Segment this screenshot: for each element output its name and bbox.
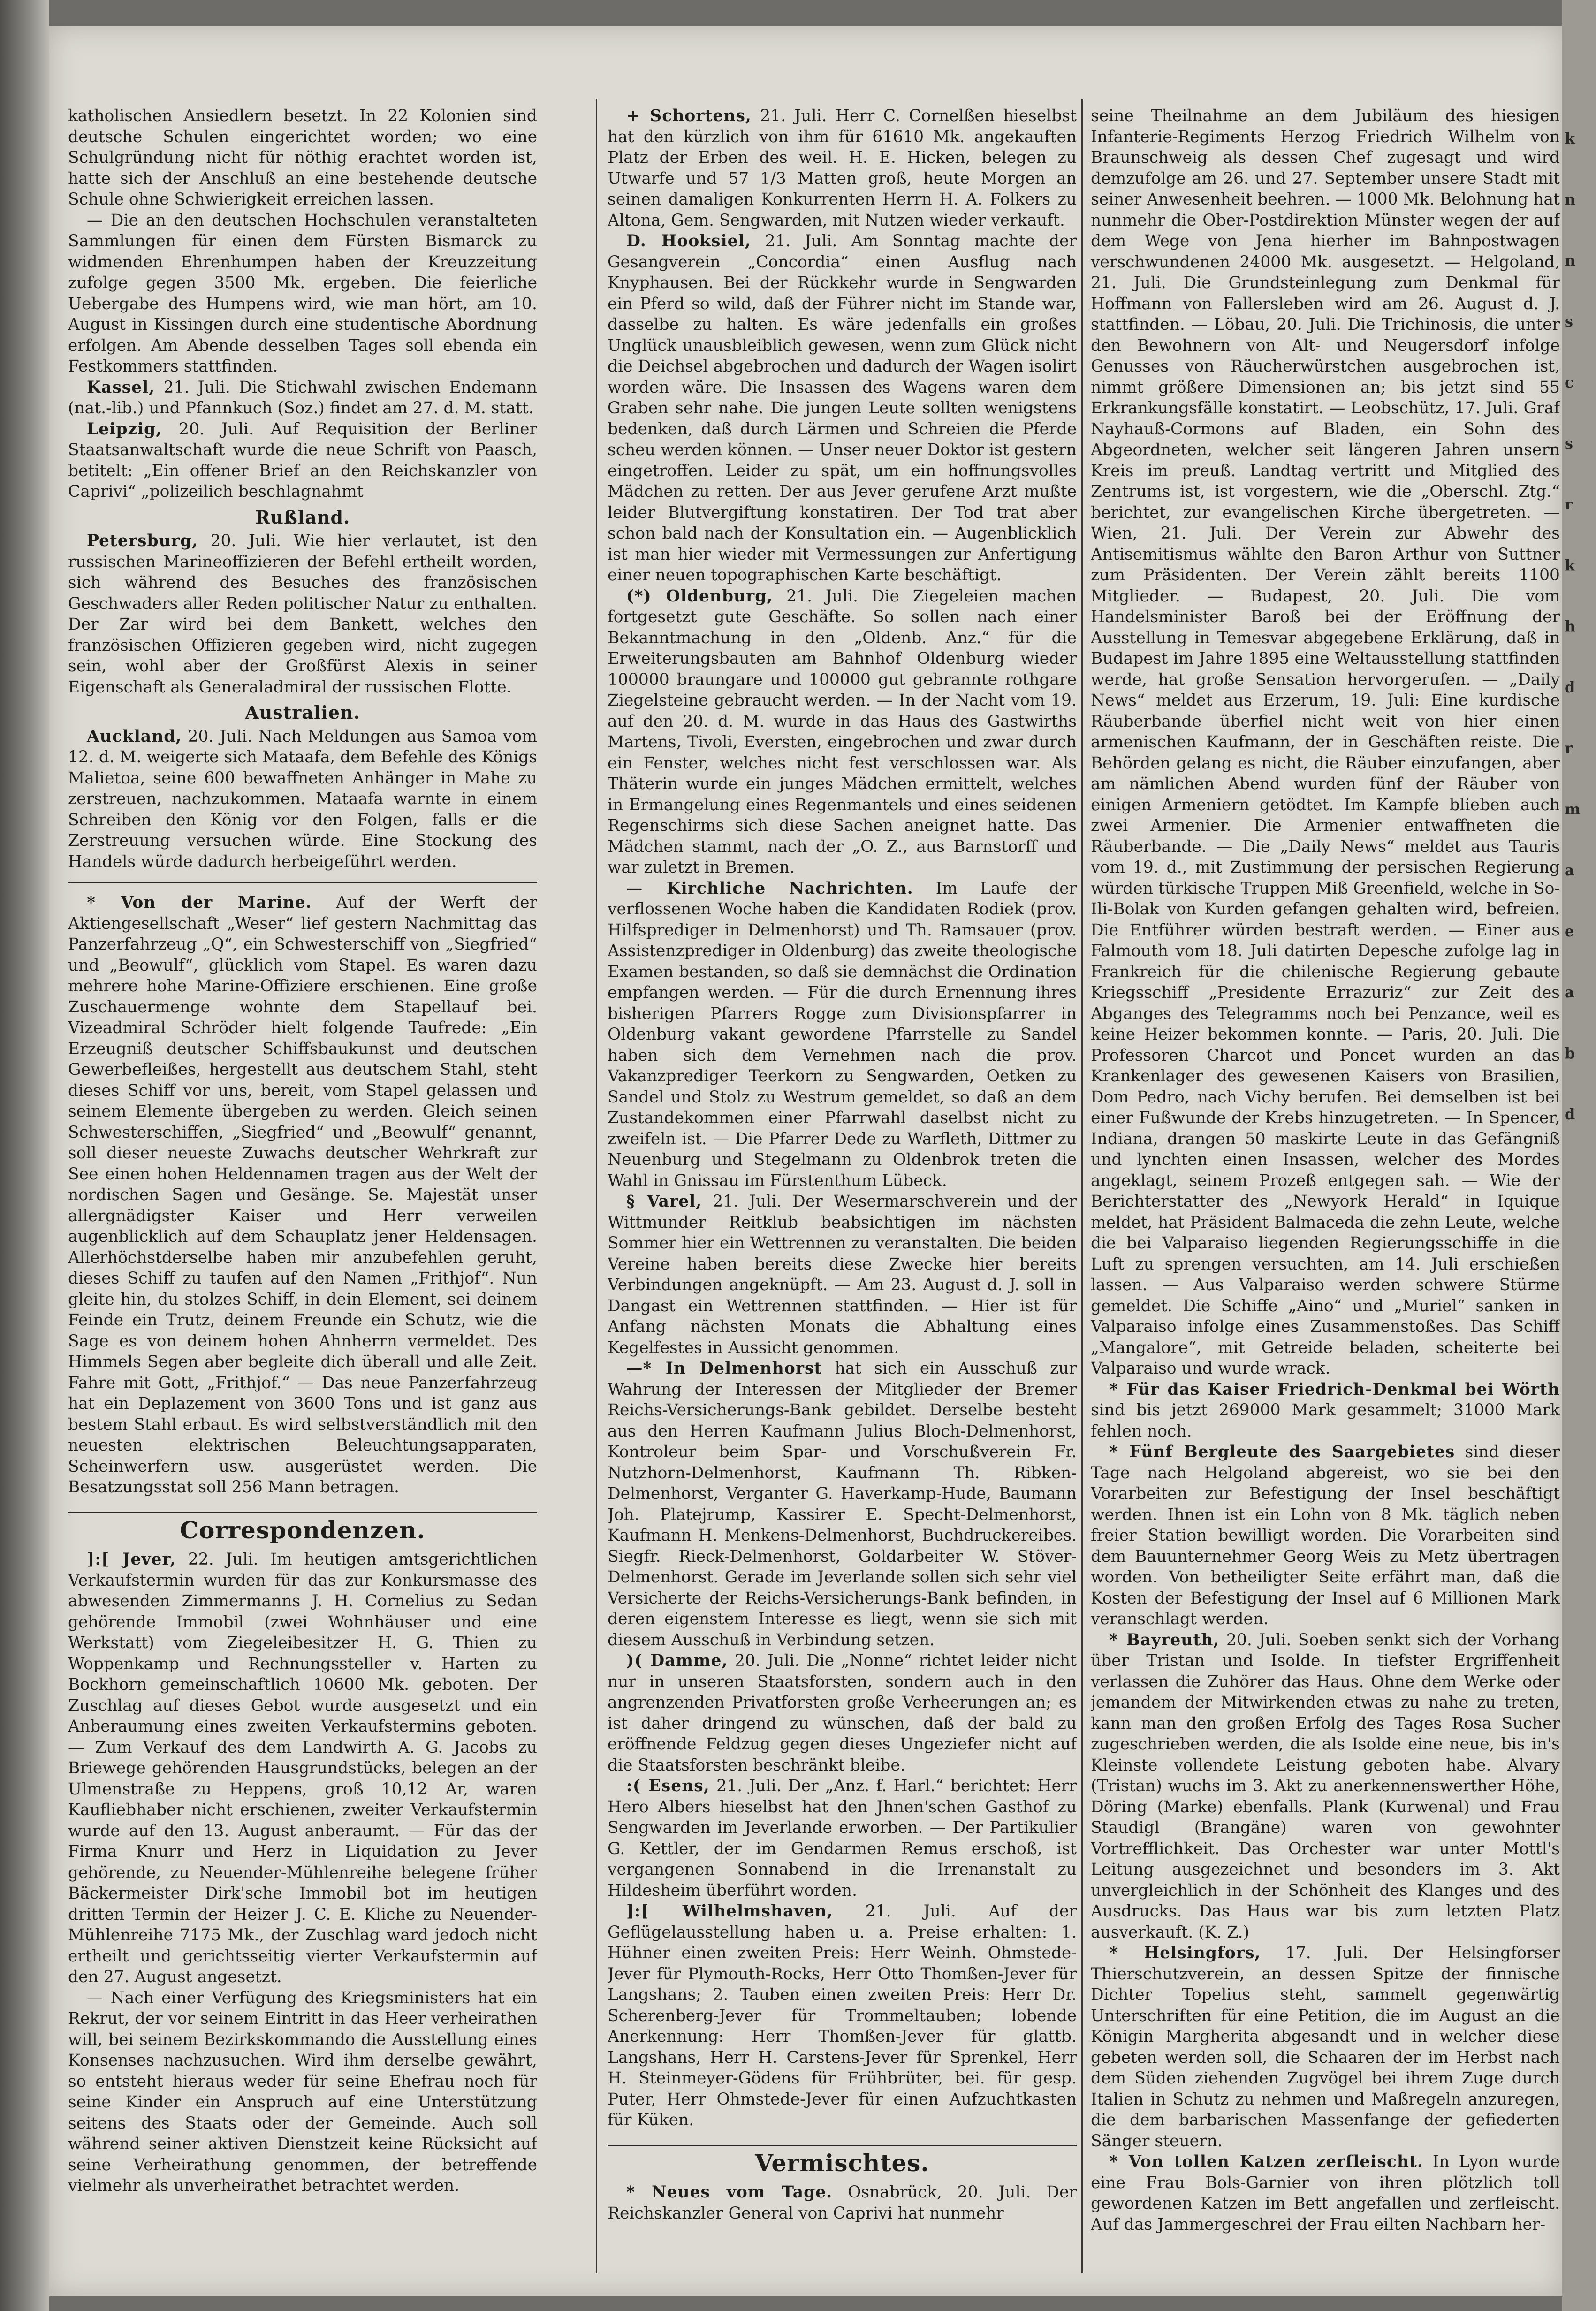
article-petersburg: Petersburg, 20. Juli. Wie hier verlautet, ist den russischen Marineoffizieren der Befehl ertheilt worden, sich während des Besuches des französischen Geschwaders aller Reden politischer Natur zu enthalten. Der Zar wird bei dem Bankett, welches den französischen Offizieren gegeben wird, nicht zugegen sein, wohl aber der Großfürst Alexis in seiner Eigenschaft als Generaladmiral der russischen Flotte.	[68, 532, 537, 697]
dateline: * Neues vom Tage.	[626, 2183, 833, 2202]
article-esens: :( Esens, 21. Juli. Der „Anz. f. Harl.“ berichtet: Herr Hero Albers hieselbst hat den Jhnen'schen Gasthof zu Sengwarden im Jeverlande erworben. — Der Partikulier G. Kettler, der im Gendarmen Remus erschoß, ist vergangenen Sonnabend in die Irrenanstalt zu Hildesheim überführt worden.	[608, 1777, 1077, 1900]
article-helsingfors: * Helsingfors, 17. Juli. Der Helsingforser Thierschutzverein, an dessen Spitze der finnische Dichter Topelius steht, sammelt gegenwärtig Unterschriften für eine Petition, die im August an die Königin Margherita abgesandt und in welcher diese gebeten werden soll, die Schaaren der im Herbst nach dem Süden ziehenden Zugvögel bei ihrem Zuge durch Italien in Schutz zu nehmen und Maßregeln anzuregen, die dem barbarischen Massenfange der gefiederten Sänger steuern.	[1091, 1944, 1560, 2151]
article-wilhelmshaven: ]:[ Wilhelmshaven, 21. Juli. Auf der Geflügelausstellung haben u. a. Preise erhalten: 1. Hühner einen zweiten Preis: Herr Weinh. Ohmstede-Jever für Plymouth-Rocks, Herr Otto Thomßen-Jever für Langshans; 2. Tauben einen zweiten Preis: Herr Dr. Scherenberg-Jever für Trommeltauben; lobende Anerkennung: Herr Thomßen-Jever für glattb. Langshans, Herr H. Carstens-Jever für Sprenkel, Herr H. Steinmeyer-Gödens für Frühbrüter, bei. für gesp. Puter, Herr Ohmstede-Jever für einen Aufzuchtkasten für Küken.	[608, 1902, 1077, 2129]
next-page-edge-text: k n n s c s r k h d r m a e a b d	[1565, 129, 1581, 1123]
dateline: ]:[ Wilhelmshaven,	[626, 1902, 833, 1921]
article-schortens: + Schortens, 21. Juli. Herr C. Cornelßen hieselbst hat den kürzlich von ihm für 61610 Mk. angekauften Platz der Erben des weil. H. E. Hicken, belegen zu Utwarfe und 57 1/3 Matten groß, heute Morgen an seinen damaligen Konkurrenten Herrn H. A. Folkers zu Altona, Gem. Sengwarden, mit Nutzen wieder verkauft.	[608, 106, 1077, 230]
dateline: § Varel,	[626, 1192, 702, 1211]
article-bayreuth: * Bayreuth, 20. Juli. Soeben senkt sich der Vorhang über Tristan und Isolde. In tiefster Ergriffenheit verlassen die Zuhörer das Haus. Ohne dem Werke oder jemandem der Mitwirkenden etwas zu nahe zu treten, kann man den großen Erfolg des Tages Rosa Sucher zugeschrieben werden, die als Isolde eine neue, bis in's Kleinste vollendete Leistung geboten habe. Alvary (Tristan) wuchs im 3. Akt zu anerkennenswerther Höhe, Döring (Marke) ebenfalls. Plank (Kurwenal) und Frau Staudigl (Brangäne) waren von gewohnter Vortrefflichkeit. Das Orchester war unter Mottl's Leitung ausgezeichnet und besonders im 3. Akt unvergleichlich in der Schönheit des Klanges und des Ausdrucks. Das Haus war bis zum letzten Platz ausverkauft. (K. Z.)	[1091, 1630, 1560, 1942]
dateline: — Kirchliche Nachrichten.	[626, 879, 913, 898]
dateline: * Helsingfors,	[1110, 1944, 1261, 1962]
dateline: * Fünf Bergleute des Saargebietes	[1110, 1443, 1455, 1461]
article-delmenhorst: —* In Delmenhorst hat sich ein Ausschuß zur Wahrung der Interessen der Mitglieder der Bremer Reichs-Versicherungs-Bank gebildet. Derselbe besteht aus den Herren Kaufmann Julius Bloch-Delmenhorst, Kontroleur beim Spar- und Vorschußverein Fr. Nutzhorn-Delmenhorst, Kaufmann Th. Ribken-Delmenhorst, Verganter G. Haverkamp-Hude, Baumann Joh. Platejrump, Kassirer E. Specht-Delmenhorst, Kaufmann H. Menkens-Delmenhorst, Buchdruckereibes. Siegfr. Rieck-Delmenhorst, Goldarbeiter W. Stöver-Delmenhorst. Gerade im Jeverlande sollen sich sehr viel Versicherte der Reichs-Versicherungs-Bank befinden, in deren eigenstem Interesse es liegt, wenn sie sich mit diesem Ausschuß in Verbindung setzen.	[608, 1359, 1077, 1650]
dateline: )( Damme,	[626, 1651, 728, 1670]
dateline: ]:[ Jever,	[87, 1550, 176, 1569]
article-auckland: Auckland, 20. Juli. Nach Meldungen aus Samoa vom 12. d. M. weigerte sich Mataafa, dem Befehle des Königs Malietoa, seine 600 bewaffneten Anhänger in Mahe zu zerstreuen, nachzukommen. Mataafa warnte in einem Schreiben den König vor den Folgen, falls er die Zerstreuung versuchen würde. Eine Stockung des Handels würde dadurch herbeigeführt werden.	[68, 727, 537, 871]
paragraph: seine Theilnahme an dem Jubiläum des hiesigen Infanterie-Regiments Herzog Friedrich Wilhelm von Braunschweig als dessen Chef zugesagt und wird demzufolge am 26. und 27. September unsere Stadt mit seiner Anwesenheit beehren. — 1000 Mk. Belohnung hat nunmehr die Ober-Postdirektion Münster wegen der auf dem Wege von Jena hierher im Bahnpostwagen verschwundenen 24000 Mk. ausgesetzt. — Helgoland, 21. Juli. Die Grundsteinlegung zum Denkmal für Hoffmann von Fallersleben wird am 26. August d. J. stattfinden. — Löbau, 20. Juli. Die Trichinosis, die unter den Bewohnern von Alt- und Neugersdorf infolge Genusses von Räucherwürstchen ausgebrochen ist, nimmt größere Dimensionen an; bis jetzt sind 55 Erkrankungsfälle konstatirt. — Leobschütz, 17. Juli. Graf Nayhauß-Cormons auf Bladen, ein Sohn des Abgeordneten, welcher seit längeren Jahren unsern Kreis im preuß. Landtag vertritt und Mitglied des Zentrums ist, ist vorgestern, wie die „Oberschl. Ztg.“ berichtet, zur evangelischen Kirche übergetreten. — Wien, 21. Juli. Der Verein zur Abwehr des Antisemitismus wählte den Baron Arthur von Suttner zum Präsidenten. Der Verein zählt bereits 1100 Mitglieder. — Budapest, 20. Juli. Die vom Handelsminister Baroß bei der Eröffnung der Ausstellung in Temesvar abgegebene Erklärung, daß in Budapest im Jahre 1895 eine Weltausstellung stattfinden werde, hat große Sensation hervorgerufen. — „Daily News“ meldet aus Erzerum, 19. Juli: Eine kurdische Räuberbande überfiel nicht weit von hier einen armenischen Kaufmann, der in Geschäften reiste. Die Behörden gelang es nicht, die Räuber einzufangen, aber am nämlichen Abend wurden fünf der Räuber von einigen Armeniern getödtet. Im Kampfe blieben auch zwei Armenier. Die Armenier entwaffneten die Räuberbande. — Die „Daily News“ meldet aus Tauris vom 19. d., mit Zustimmung der persischen Regierung würden türkische Truppen Miß Greenfield, welche in So-Ili-Bolak von Kurden gefangen gehalten wird, befreien. Die Entführer würden bestraft werden. — Einer aus Falmouth vom 18. Juli datirten Depesche zufolge lag in Frankreich für die chilenische Regierung gebaute Kriegsschiff „Presidente Errazuriz“ zur Zeit des Abganges des Telegramms noch bei Penzance, weil es keine Heizer bekommen konnte. — Paris, 20. Juli. Die Professoren Charcot und Poncet wurden an das Krankenlager des gewesenen Kaisers von Brasilien, Dom Pedro, nach Vichy berufen. Bei demselben ist bei einer Fußwunde der Krebs hinzugetreten. — In Spencer, Indiana, drangen 50 maskirte Leute in das Gefängniß und lynchten einen Insassen, welcher des Mordes angeklagt, seinem Prozeß entgegen sah. — Wie der Berichterstatter des „Newyork Herald“ in Iquique meldet, hat Präsident Balmaceda die zehn Leute, welche die bei Valparaiso liegenden Regierungsschiffe in die Luft zu sprengen versuchten, am 14. Juli erschießen lassen. — Aus Valparaiso werden schwere Stürme gemeldet. Die Schiffe „Aino“ und „Muriel“ sanken in Valparaiso infolge eines Zusammenstoßes. Das Schiff „Mangalore“, mit Getreide beladen, scheiterte bei Valparaiso und wurde wrack.	[1091, 106, 1560, 1378]
dateline: Kassel,	[87, 378, 155, 397]
paragraph: — Die an den deutschen Hochschulen veranstalteten Sammlungen für einen dem Fürsten Bismarck zu widmenden Ehrenhumpen haben der Kreuzzeitung zufolge gegen 3500 Mk. ergeben. Die feierliche Uebergabe des Humpens wird, wie man hört, am 10. August in Kissingen durch eine studentische Abordnung erfolgen. Am Abende desselben Tages soll ebenda ein Festkommers stattfinden.	[68, 211, 537, 376]
paragraph: katholischen Ansiedlern besetzt. In 22 Kolonien sind deutsche Schulen eingerichtet worden; wo eine Schulgründung nicht für nöthig erachtet worden ist, hatte sich der Anschluß an eine bestehende deutsche Schule ohne Schwierigkeit erreichen lassen.	[68, 106, 537, 209]
section-heading: Australien.	[245, 702, 360, 723]
article-jever: ]:[ Jever, 22. Juli. Im heutigen amtsgerichtlichen Verkaufstermin wurden für das zur Konkursmasse des abwesenden Zimmermanns J. H. Cornelius zu Sedan gehörende Immobil (zwei Wohnhäuser und eine Werkstatt) vom Ziegeleibesitzer H. G. Thien zu Woppenkamp und Rechnungssteller v. Harten zu Bockhorn gemeinschaftlich 10600 Mk. geboten. Der Zuschlag auf dieses Gebot wurde ausgesetzt und ein Anberaumung eines zweiten Verkaufstermins geboten. — Zum Verkauf des dem Landwirth A. G. Jacobs zu Briewege gehörenden Hausgrundstücks, belegen an der Ulmenstraße zu Heppens, groß 10,12 Ar, waren Kaufliebhaber nicht erschienen, zweiter Verkaufstermin wurde auf den 13. August anberaumt. — Für das der Firma Knurr und Herz in Liquidation zu Jever gehörende, zu Neuender-Mühlenreihe belegene früher Bäckermeister Dirk'sche Immobil bot im heutigen dritten Termin der Heizer J. C. E. Kliche zu Neuender-Mühlenreihe 7175 Mk., der Zuschlag ward jedoch nicht ertheilt und gerichtsseitig vierter Verkaufstermin auf den 27. August angesetzt.	[68, 1550, 537, 1986]
divider	[68, 882, 537, 883]
dateline: + Schortens,	[626, 106, 752, 125]
dateline: D. Hooksiel,	[626, 232, 751, 251]
left-page-edge	[0, 0, 49, 2311]
dateline: * Für das Kaiser Friedrich-Denkmal bei Wörth	[1110, 1380, 1560, 1399]
column-2	[608, 106, 1077, 2278]
article-neues: * Neues vom Tage. Osnabrück, 20. Juli. Der Reichskanzler General von Caprivi hat nunmehr	[608, 2183, 1077, 2223]
column-rule	[596, 99, 597, 2273]
dateline: Leipzig,	[87, 419, 162, 439]
article-damme: )( Damme, 20. Juli. Die „Nonne“ richtet leider nicht nur in unseren Staatsforsten, sondern auch in den angrenzenden Privatforsten große Verheerungen an; es ist daher dringend zu wünschen, daß der bald zu eröffnende Feldzug gegen dieses Ungeziefer nicht auf die Staatsforsten beschränkt bleibe.	[608, 1651, 1077, 1775]
dateline: Auckland,	[87, 727, 182, 746]
paragraph: — Nach einer Verfügung des Kriegsministers hat ein Rekrut, der vor seinem Eintritt in das Heer verheirathen will, bei seinem Bezirkskommando die Ausstellung eines Konsenses nachzusuchen. Wird ihm derselbe gewährt, so entsteht hieraus weder für seine Ehefrau noch für seine Kinder ein Anspruch auf eine Unterstützung seitens des Staats oder der Gemeinde. Auch soll während seiner aktiven Dienstzeit keine Rücksicht auf seine Verheirathung genommen, der betreffende vielmehr als unverheirathet betrachtet werden.	[68, 1988, 537, 2195]
article-kaiser-denkmal: * Für das Kaiser Friedrich-Denkmal bei Wörth sind bis jetzt 269000 Mark gesammelt; 31000 Mark fehlen noch.	[1091, 1380, 1560, 1441]
section-heading: Rußland.	[255, 506, 350, 528]
article-katzen: * Von tollen Katzen zerfleischt. In Lyon wurde eine Frau Bols-Garnier von ihren plötzlich toll gewordenen Katzen im Bett angefallen und zerfleischt. Auf das Jammergeschrei der Frau eilten Nachbarn her-	[1091, 2152, 1560, 2234]
article-marine: * Von der Marine. Auf der Werft der Aktiengesellschaft „Weser“ lief gestern Nachmittag das Panzerfahrzeug „Q“, ein Schwesterschiff von „Siegfried“ und „Beowulf“, glücklich vom Stapel. Es waren dazu mehrere hohe Marine-Offiziere erschienen. Eine große Zuschauermenge wohnte dem Stapellauf bei. Vizeadmiral Schröder hielt folgende Taufrede: „Ein Erzeugniß deutscher Schiffsbaukunst und deutschen Gewerbefleißes, hergestellt aus deutschem Stahl, steht dieses Schiff vor uns, bereit, vom Stapel gelassen und seinem Elemente übergeben zu werden. Gleich seinen Schwesterschiffen, „Siegfried“ und „Beowulf“ genannt, soll dieser neueste Zuwachs deutscher Wehrkraft zur See einen hohen Heldennamen tragen aus der Welt der nordischen Sagen und Gesänge. Se. Majestät unser allergnädigster Kaiser und Herr verweilen augenblicklich auf dem Schauplatz jener Heldensagen. Allerhöchstderselbe haben mir anzubefehlen geruht, dieses Schiff zu taufen auf den Namen „Frithjof“. Nun gleite hin, du stolzes Schiff, in dein Element, sei deinem Feinde ein Trutz, deinem Freunde ein Schutz, wie die Sage es von deinem hohen Ahnherrn vermeldet. Des Himmels Segen aber begleite dich überall und alle Zeit. Fahre mit Gott, „Frithjof.“ — Das neue Panzerfahrzeug hat ein Deplazement von 3600 Tons und ist ganz aus bestem Stahl erbaut. Es wird selbstverständlich mit den neuesten elektrischen Beleuchtungsapparaten, Scheinwerfern usw. ausgerüstet werden. Die Besatzungsstat soll 256 Mann betragen.	[68, 893, 537, 1497]
article-kassel: Kassel, 21. Juli. Die Stichwahl zwischen Endemann (nat.-lib.) und Pfannkuch (Soz.) findet am 27. d. M. statt.	[68, 378, 537, 418]
article-bergleute: * Fünf Bergleute des Saargebietes sind dieser Tage nach Helgoland abgereist, wo sie bei den Vorarbeiten zur Befestigung der Insel beschäftigt werden. Ihnen ist ein Lohn von 8 Mk. täglich neben freier Station bewilligt worden. Die Vorarbeiten sind dem Bauunternehmer Georg Weis zu Metz übertragen worden. Von betheiligter Seite erfährt man, daß die Kosten der Befestigung der Insel auf 6 Millionen Mark veranschlagt werden.	[1091, 1443, 1560, 1628]
dateline: —* In Delmenhorst	[626, 1359, 822, 1378]
dateline: Petersburg,	[87, 532, 198, 550]
dateline: (*) Oldenburg,	[626, 586, 773, 606]
column-rule	[1081, 99, 1083, 2273]
dateline: * Von der Marine.	[87, 893, 312, 912]
article-oldenburg: (*) Oldenburg, 21. Juli. Die Ziegeleien machen fortgesetzt gute Geschäfte. So sollen nach einer Bekanntmachung in den „Oldenb. Anz.“ für die Erweiterungsbauten am Bahnhof Oldenburg wieder 100000 braungare und 100000 gut gebrannte rothgare Ziegelsteine gebraucht werden. — In der Nacht vom 19. auf den 20. d. M. wurde in das Haus des Gastwirths Martens, Tivoli, Eversten, eingebrochen und zwar durch ein Fenster, welches nicht fest verschlossen war. Als Thäterin wurde ein junges Mädchen ermittelt, welches in Ermangelung eines Regenmantels und eines seidenen Regenschirms sich diese Sachen aneignet hatte. Das Mädchen stammt, nach der „O. Z., aus Barnstorff und war zuletzt in Bremen.	[608, 586, 1077, 877]
article-varel: § Varel, 21. Juli. Der Wesermarschverein und der Wittmunder Reitklub beabsichtigen im nächsten Sommer hier ein Wettrennen zu veranstalten. Die beiden Vereine haben bereits diese Zwecke hier bereits Verbindungen angeknüpft. — Am 23. August d. J. soll in Dangast ein Wettrennen stattfinden. — Hier ist für Anfang nächsten Monats die Abhaltung eines Kegelfestes in Aussicht genommen.	[608, 1192, 1077, 1357]
dateline: :( Esens,	[626, 1777, 710, 1795]
article-hooksiel: D. Hooksiel, 21. Juli. Am Sonntag machte der Gesangverein „Concordia“ einen Ausflug nach Knyphausen. Bei der Rückkehr wurde in Sengwarden ein Pferd so wild, daß der Führer nicht im Stande war, dasselbe zu halten. Es wäre jedenfalls ein großes Unglück unausbleiblich gewesen, wenn zum Glück nicht die Deichsel abgebrochen und dadurch der Wagen isolirt worden wäre. Die Insassen des Wagens waren dem Graben sehr nahe. Die jungen Leute sollten wenigstens bedenken, daß durch Lärmen und Schreien die Pferde scheu werden können. — Unser neuer Doktor ist gestern eingetroffen. Leider zu spät, um ein hoffnungsvolles Mädchen zu retten. Der aus Jever gerufene Arzt mußte leider Blutvergiftung konstatiren. Der Tod trat aber schon bald nach der Konsultation ein. — Augenblicklich ist man hier wieder mit Vermessungen zur Anfertigung einer neuen topographischen Karte beschäftigt.	[608, 232, 1077, 585]
article-kirchliche: — Kirchliche Nachrichten. Im Laufe der verflossenen Woche haben die Kandidaten Rodiek (prov. Hilfsprediger in Delmenhorst) und Th. Ramsauer (prov. Assistenzprediger in Oldenburg) das zweite theologische Examen bestanden, so daß sie demnächst die Ordination empfangen werden. — Für die durch Ernennung ihres bisherigen Pfarrers Rogge zum Divisionspfarrer in Oldenburg vakant gewordene Pfarrstelle zu Sandel haben sich dem Vernehmen nach die prov. Vakanzprediger Teerkorn zu Sengwarden, Oetken zu Sandel und Stolz zu Westrum gemeldet, so daß an dem Zustandekommen einer Pfarrwahl daselbst nicht zu zweifeln ist. — Die Pfarrer Dede zu Warfleth, Dittmer zu Neuenburg und Stegelmann zu Oldenbrok treten die Wahl in Gnissau im Fürstenthum Lübeck.	[608, 879, 1077, 1190]
dateline: * Bayreuth,	[1110, 1630, 1220, 1650]
article-leipzig: Leipzig, 20. Juli. Auf Requisition der Berliner Staatsanwaltschaft wurde die neue Schrift von Paasch, betitelt: „Ein offener Brief an den Reichskanzler von Caprivi“ „polizeilich beschlagnahmt	[68, 419, 537, 501]
column-1	[68, 106, 537, 2278]
section-heading: Correspondenzen.	[68, 1512, 537, 1541]
section-heading: Vermischtes.	[608, 2145, 1077, 2174]
column-3	[1091, 106, 1560, 2278]
dateline: * Von tollen Katzen zerfleischt.	[1110, 2152, 1423, 2171]
